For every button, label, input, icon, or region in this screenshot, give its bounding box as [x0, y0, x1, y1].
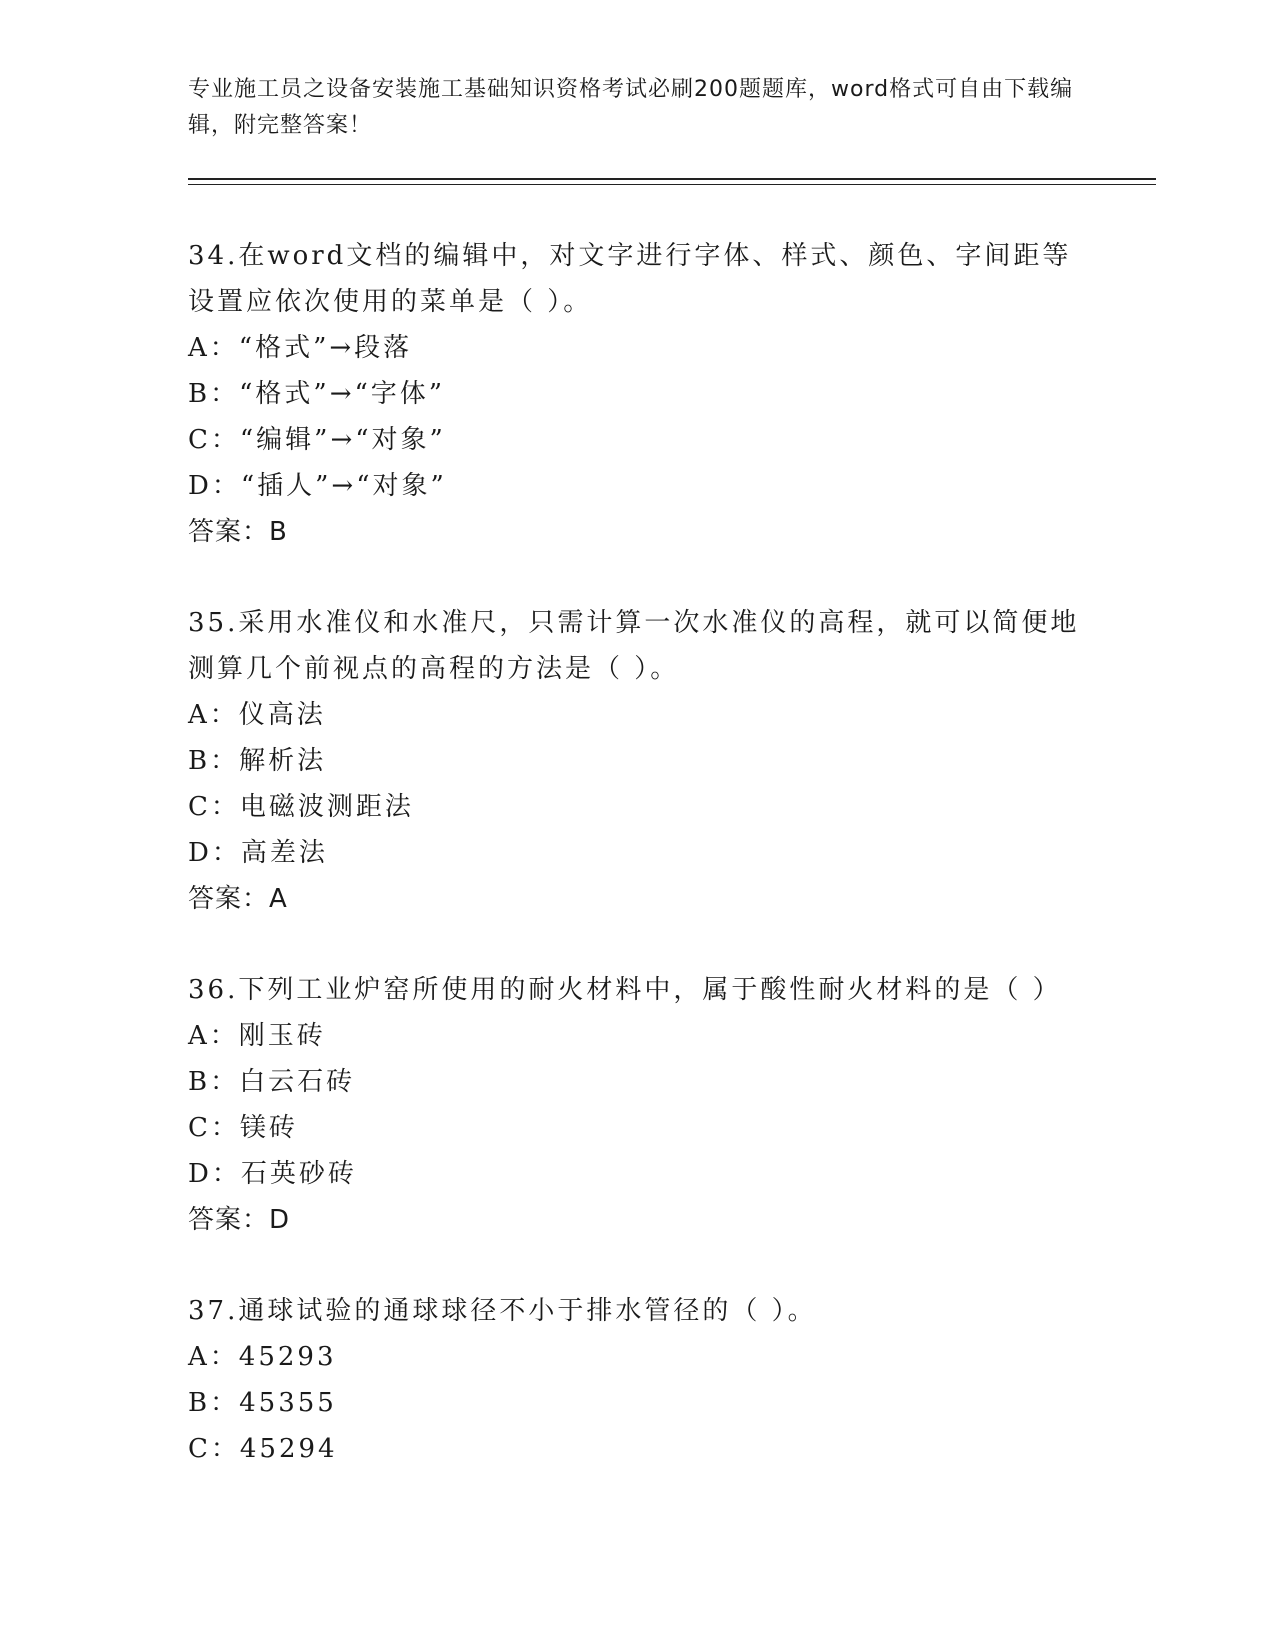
option-b: B：“格式”→“字体” [188, 379, 446, 409]
question-text: 37.通球试验的通球球径不小于排水管径的（ ）。 [188, 1296, 817, 1326]
option-c: C：镁砖 [188, 1113, 298, 1143]
option-c: C：电磁波测距法 [188, 792, 414, 822]
question-text: 36.下列工业炉窑所使用的耐火材料中，属于酸性耐火材料的是（ ） [188, 975, 1062, 1005]
option-d: D：石英砂砖 [188, 1159, 357, 1189]
option-a: A：仪高法 [188, 700, 326, 730]
question-35 [188, 600, 1088, 922]
option-a: A：“格式”→段落 [188, 333, 413, 363]
question-text: 35.采用水准仪和水准尺，只需计算一次水准仪的高程，就可以简便地测算几个前视点的高程的方法是（ ）。 [188, 608, 1080, 684]
answer: 答案：A [188, 884, 288, 914]
header-divider-thin [188, 184, 1156, 185]
question-36 [188, 967, 1088, 1243]
question-34 [188, 233, 1088, 555]
question-list [188, 233, 1088, 1517]
option-c: C：“编辑”→“对象” [188, 425, 446, 455]
document-header [188, 72, 1088, 144]
option-b: B：45355 [188, 1388, 337, 1418]
option-a: A：45293 [188, 1342, 337, 1372]
option-d: D：高差法 [188, 838, 328, 868]
option-b: B：白云石砖 [188, 1067, 356, 1097]
option-d: D：“插人”→“对象” [188, 471, 447, 501]
answer: 答案：B [188, 517, 288, 547]
option-c: C：45294 [188, 1434, 338, 1464]
option-a: A：刚玉砖 [188, 1021, 326, 1051]
answer: 答案：D [188, 1205, 291, 1235]
question-37 [188, 1288, 1088, 1472]
document-title: 专业施工员之设备安装施工基础知识资格考试必刷200题题库，word格式可自由下载编辑，附完整答案！ [188, 77, 1074, 138]
option-b: B：解析法 [188, 746, 327, 776]
header-divider-thick [188, 178, 1156, 180]
question-text: 34.在word文档的编辑中，对文字进行字体、样式、颜色、字间距等设置应依次使用的菜单是（ ）。 [188, 241, 1072, 317]
